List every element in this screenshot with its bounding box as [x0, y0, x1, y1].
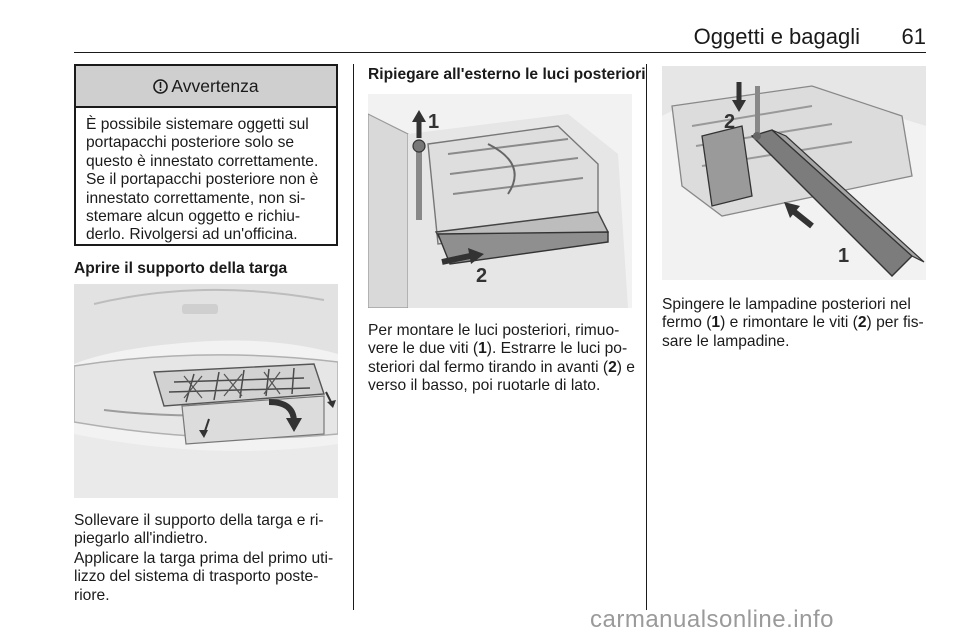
- section3-number-1: 1: [711, 314, 721, 332]
- section3-number-2: 2: [857, 314, 867, 332]
- fig-label-1: 1: [428, 111, 440, 133]
- rear-lights-fixing-figure: [662, 66, 926, 280]
- section2-text-b: ). Estrarre le luci po-steriori dal fermo tirando in avanti (: [368, 340, 628, 376]
- rear-lights-removal-figure: [368, 94, 632, 308]
- section2-text-a: Per montare le luci posteriori, rimuo-vere le due viti (: [368, 322, 620, 358]
- page-number: 61: [901, 24, 926, 49]
- fig-label-2: 2: [476, 265, 488, 287]
- warning-header: [76, 66, 336, 108]
- section1-para1: Sollevare il supporto della targa e ri-piegarlo all'indietro.: [74, 512, 324, 548]
- license-plate-figure: [74, 284, 338, 498]
- warning-title: Avvertenza: [171, 75, 259, 96]
- section3-text-a: Spingere le lampadine posteriori nel fermo (: [662, 296, 911, 332]
- column-divider-1: [353, 64, 354, 610]
- warning-text: È possibile sistemare oggetti sul portapacchi posteriore solo se questo è innestato correttamente. Se il portapacchi posteriore non è innestato correttamente, non si-stemare alcun oggetto e richiu-derlo. Rivolgersi ad un'officina.: [86, 116, 319, 244]
- header-title: Oggetti e bagagli: [693, 24, 860, 49]
- watermark: carmanualsonline.info: [590, 606, 834, 633]
- section1-heading: Aprire il supporto della targa: [74, 260, 288, 277]
- section2-number-2: 2: [608, 358, 617, 376]
- warning-icon: [153, 77, 168, 96]
- section2-text-c: ) e verso il basso, poi ruotarle di lato.: [368, 358, 635, 395]
- column-divider-2: [646, 64, 647, 610]
- header-rule: [74, 52, 926, 53]
- warning-box: [74, 64, 338, 246]
- section1-para2: Applicare la targa prima del primo uti-lizzo del sistema di trasporto poste-riore.: [74, 550, 334, 604]
- section2-para: [368, 322, 644, 396]
- section2-heading: Ripiegare all'esterno le luci posteriori: [368, 66, 646, 83]
- section3-text-c: ) per fis-sare le lampadine.: [662, 314, 924, 350]
- fig-label-1-col3: 1: [838, 245, 850, 267]
- section3-text-b: ) e rimontare le viti (: [720, 314, 858, 332]
- section3-para: [662, 296, 932, 351]
- fig-label-2-col3: 2: [724, 111, 736, 133]
- section2-number-1: 1: [478, 340, 487, 358]
